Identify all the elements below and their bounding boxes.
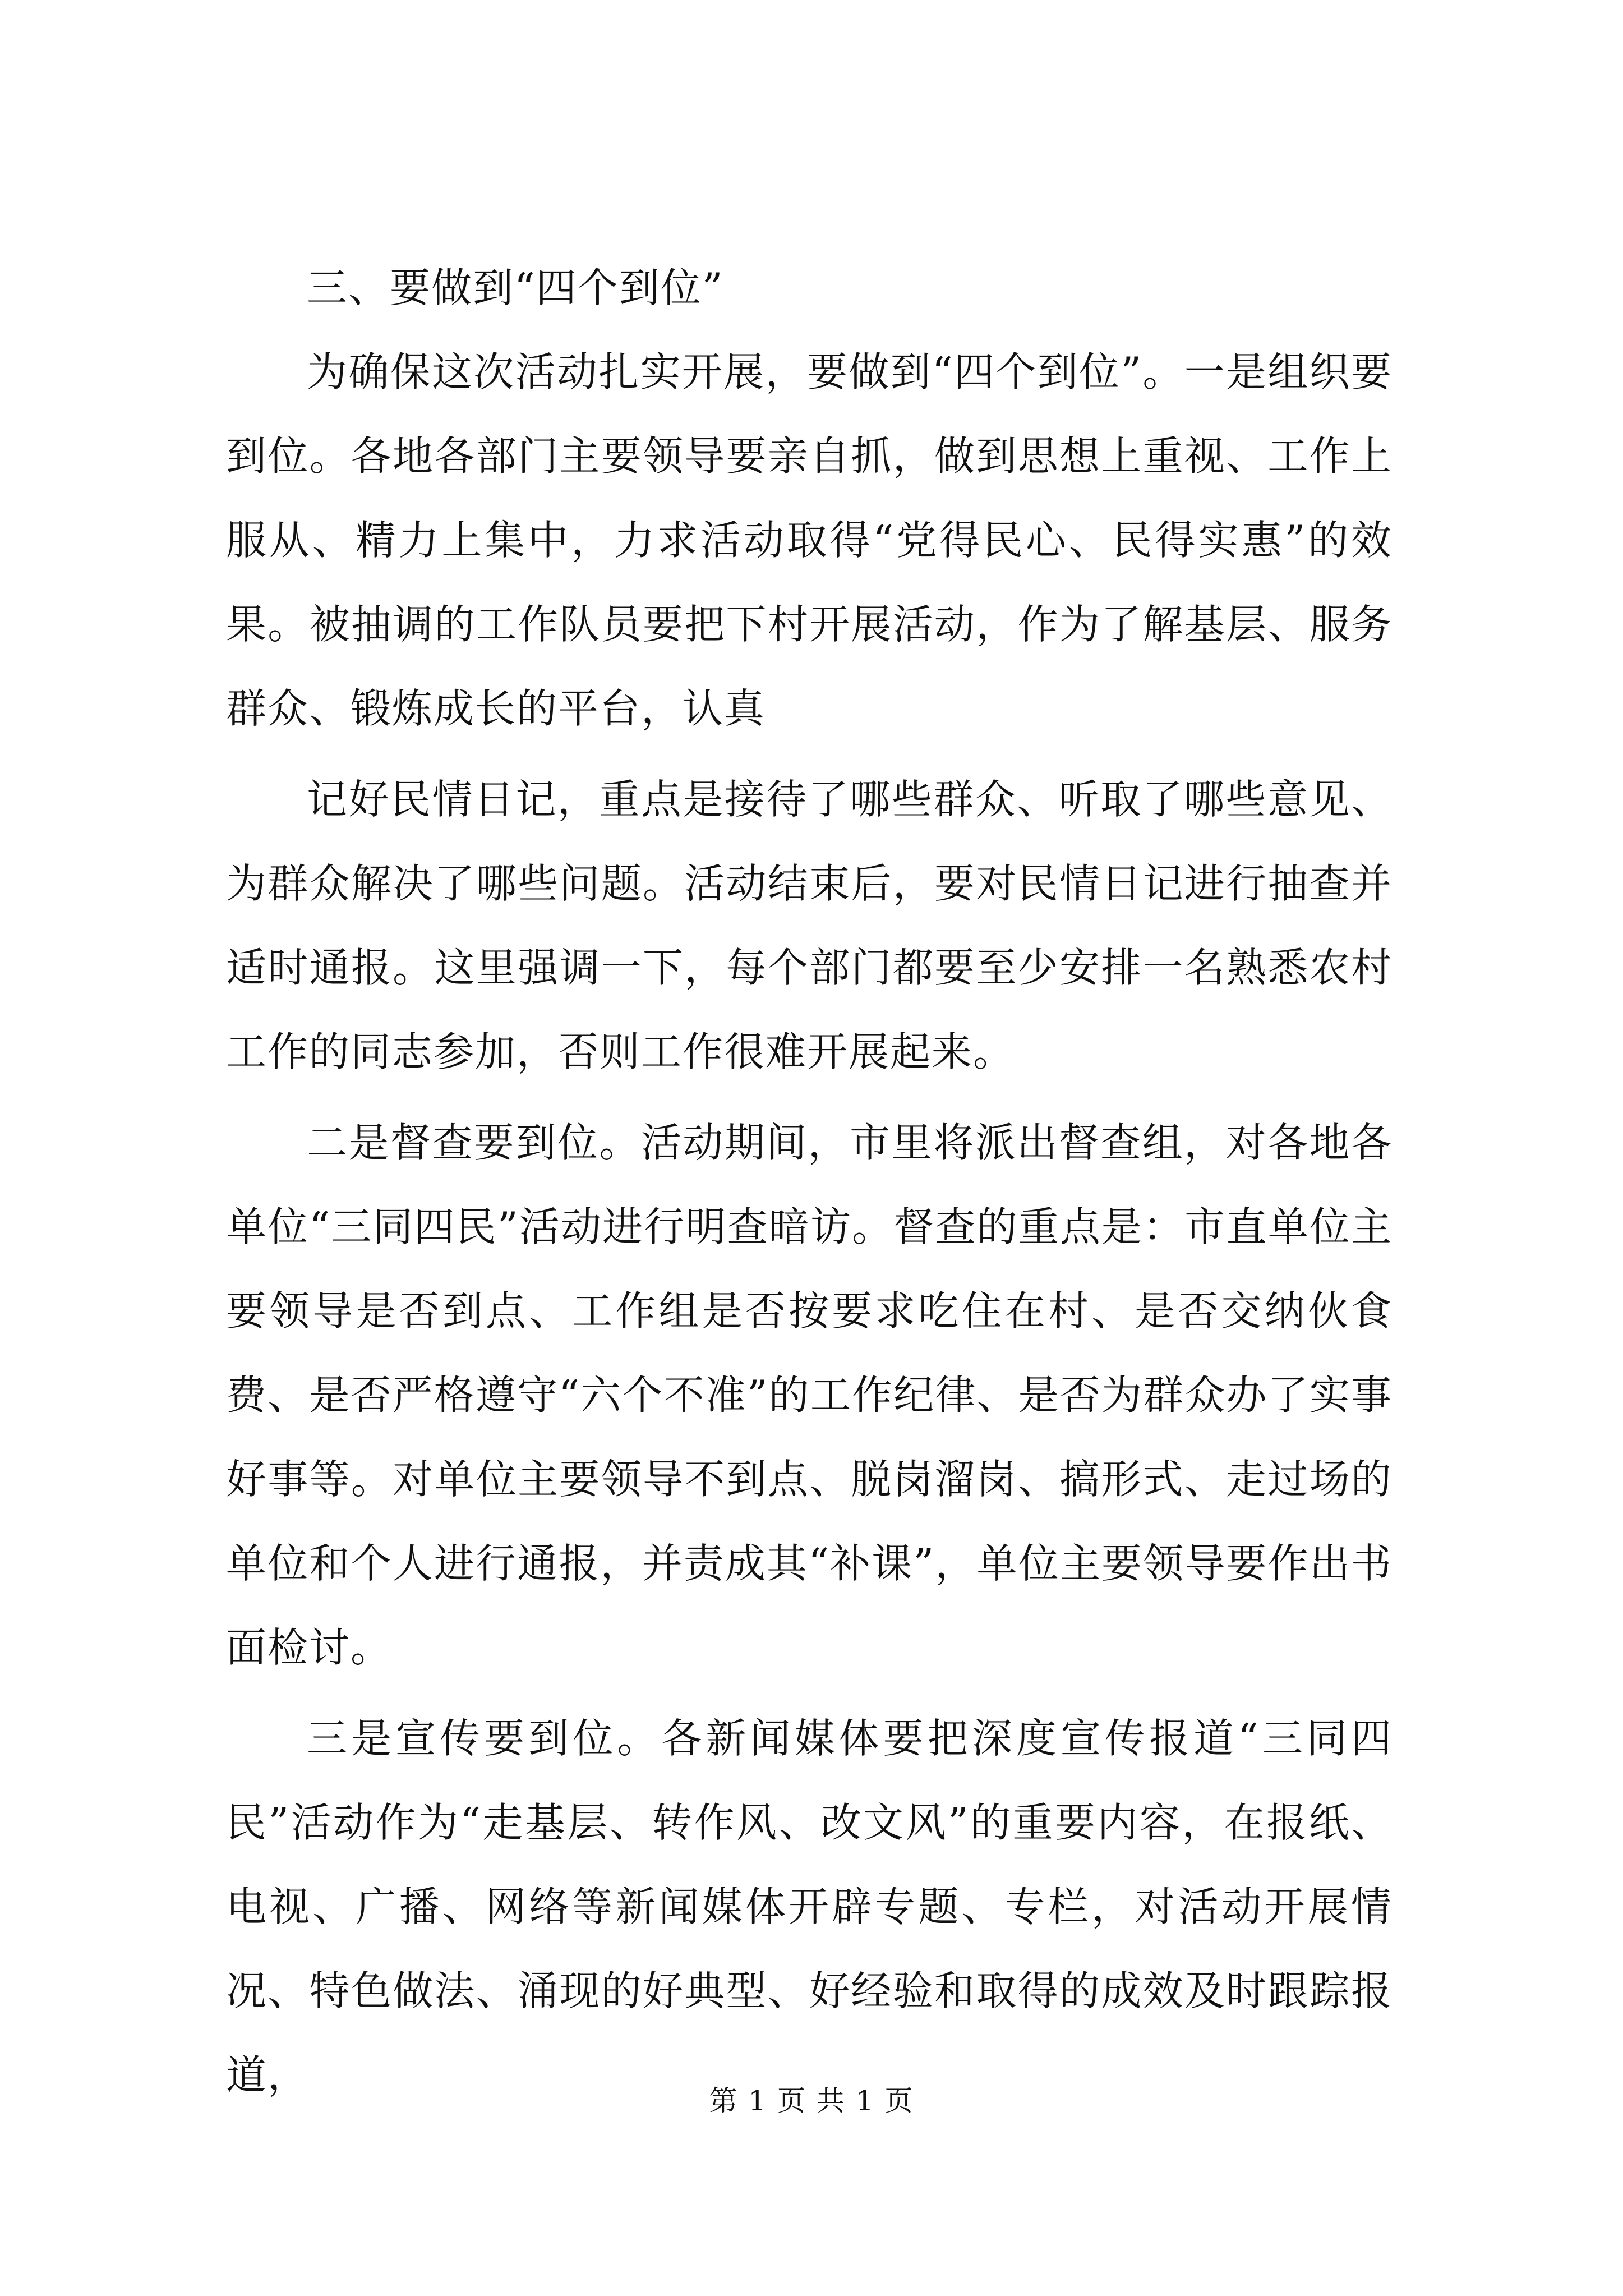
paragraph-1: 为确保这次活动扎实开展，要做到“四个到位”。一是组织要到位。各地各部门主要领导要亲自抓，做到思想上重视、工作上服从、精力上集中，力求活动取得“党得民心、民得实惠”的效果。被抽调的工作队员要把下村开展活动，作为了解基层、服务群众、锻炼成长的平台，认真 [226, 348, 1393, 732]
paragraph-4: 三是宣传要到位。各新闻媒体要把深度宣传报道“三同四民”活动作为“走基层、转作风、改文风”的重要内容，在报纸、电视、广播、网络等新闻媒体开辟专题、专栏，对活动开展情况、特色做法、涌现的好典型、好经验和取得的成效及时跟踪报道， [226, 1715, 1393, 2099]
paragraph-3: 二是督查要到位。活动期间，市里将派出督查组，对各地各单位“三同四民”活动进行明查暗访。督查的重点是：市直单位主要领导是否到点、工作组是否按要求吃住在村、是否交纳伙食费、是否严格遵守“六个不准”的工作纪律、是否为群众办了实事好事等。对单位主要领导不到点、脱岗溜岗、搞形式、走过场的单位和个人进行通报，并责成其“补课”，单位主要领导要作出书面检讨。 [226, 1119, 1393, 1671]
paragraph-2: 记好民情日记，重点是接待了哪些群众、听取了哪些意见、为群众解决了哪些问题。活动结束后，要对民情日记进行抽查并适时通报。这里强调一下，每个部门都要至少安排一名熟悉农村工作的同志参加，否则工作很难开展起来。 [226, 776, 1393, 1075]
section-heading: 三、要做到“四个到位” [307, 264, 724, 311]
document-body [226, 246, 1393, 2117]
page-footer: 第 1 页 共 1 页 [709, 2085, 914, 2117]
